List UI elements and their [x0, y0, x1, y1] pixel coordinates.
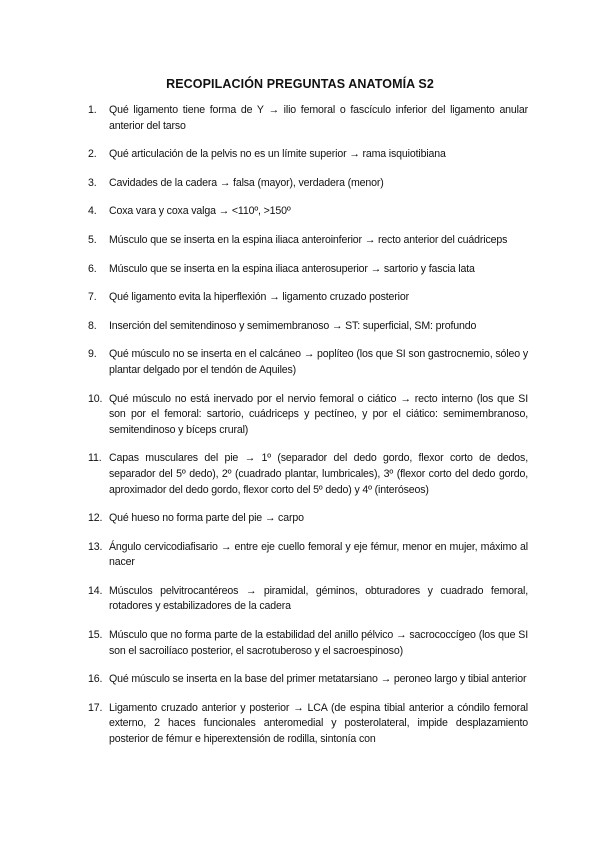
item-text: Ángulo cervicodiafisario → entre eje cuello femoral y eje fémur, menor en mujer, máximo al nacer: [109, 540, 528, 569]
item-number: 14.: [88, 584, 103, 597]
list-item: [88, 233, 528, 249]
item-number: 5.: [88, 233, 97, 246]
list-item: [88, 319, 528, 335]
item-number: 12.: [88, 512, 103, 525]
list-item: [88, 290, 528, 306]
item-text: Qué músculo no está inervado por el nervio femoral o ciático → recto interno (los que SI son por el femoral: sartorio, cuádriceps y pectíneo, y por el ciático: semimembranoso, semitendinoso y bíceps crural): [109, 392, 528, 436]
item-number: 2.: [88, 148, 97, 161]
list-item: [88, 628, 528, 659]
item-number: 11.: [88, 452, 102, 465]
list-item: [88, 584, 528, 615]
item-number: 16.: [88, 673, 103, 686]
item-number: 3.: [88, 176, 97, 189]
item-text: Qué hueso no forma parte del pie → carpo: [109, 512, 304, 525]
question-list: [88, 103, 528, 761]
item-text: Qué ligamento evita la hiperflexión → ligamento cruzado posterior: [109, 291, 409, 304]
item-text: Qué ligamento tiene forma de Y → ilio femoral o fascículo inferior del ligamento anular anterior del tarso: [109, 104, 528, 132]
list-item: [88, 451, 528, 498]
list-item: [88, 147, 528, 163]
item-text: Músculos pelvitrocantéreos → piramidal, géminos, obturadores y cuadrado femoral, rotadores y estabilizadores de la cadera: [109, 584, 528, 613]
list-item: [88, 672, 528, 688]
list-item: [88, 204, 528, 220]
item-text: Inserción del semitendinoso y semimembranoso → ST: superficial, SM: profundo: [109, 319, 477, 332]
item-number: 7.: [88, 291, 97, 304]
list-item: [88, 103, 528, 134]
item-number: 17.: [88, 701, 103, 714]
item-text: Ligamento cruzado anterior y posterior → LCA (de espina tibial anterior a cóndilo femoral externo, 2 haces funcionales anteromedial y posterolateral, impide desplazamiento posterior de fémur e hiperextensión de rodilla, sintonía con: [109, 701, 528, 746]
item-text: Qué músculo se inserta en la base del primer metatarsiano → peroneo largo y tibial anterior: [109, 673, 527, 686]
item-number: 13.: [88, 540, 103, 553]
item-number: 10.: [88, 392, 103, 405]
item-text: Capas musculares del pie → 1º (separador del dedo gordo, flexor corto de dedos, separador del 5º dedo), 2º (cuadrado plantar, lumbricales), 3º (flexor corto del dedo gordo, aproximador del dedo gordo, flexor corto del 5º dedo) y 4º (interóseos): [109, 452, 528, 496]
list-item: [88, 262, 528, 278]
item-text: Qué músculo no se inserta en el calcáneo → poplíteo (los que SI son gastrocnemio, sóleo y plantar delgado por el tendón de Aquiles): [109, 348, 528, 376]
list-item: [88, 392, 528, 439]
list-item: [88, 701, 528, 748]
list-item: [88, 540, 528, 571]
page-title: RECOPILACIÓN PREGUNTAS ANATOMÍA S2: [166, 77, 434, 91]
item-number: 6.: [88, 262, 97, 275]
item-number: 9.: [88, 348, 97, 361]
list-item: [88, 511, 528, 527]
item-number: 4.: [88, 205, 97, 218]
item-text: Coxa vara y coxa valga → <110º, >150º: [109, 205, 291, 218]
item-number: 15.: [88, 629, 103, 642]
item-text: Cavidades de la cadera → falsa (mayor), verdadera (menor): [109, 176, 384, 189]
item-text: Qué articulación de la pelvis no es un límite superior → rama isquiotibiana: [109, 148, 446, 161]
list-item: [88, 347, 528, 378]
item-text: Músculo que se inserta en la espina iliaca anterosuperior → sartorio y fascia lata: [109, 262, 475, 275]
item-text: Músculo que se inserta en la espina iliaca anteroinferior → recto anterior del cuádriceps: [109, 233, 508, 246]
item-text: Músculo que no forma parte de la estabilidad del anillo pélvico → sacrococcígeo (los que SI son el sacroilíaco posterior, el sacrotuberoso y el sacroespinoso): [109, 629, 528, 657]
list-item: [88, 176, 528, 192]
item-number: 8.: [88, 319, 97, 332]
item-number: 1.: [88, 104, 97, 116]
